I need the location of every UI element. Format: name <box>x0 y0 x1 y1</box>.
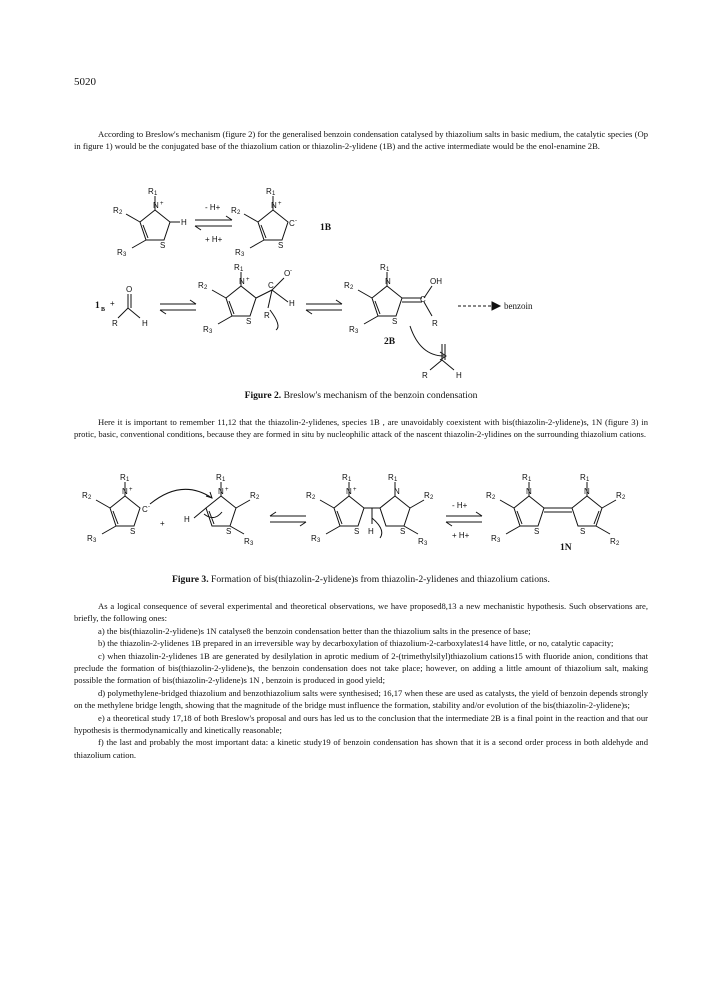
second-aldehyde-structure <box>410 326 462 380</box>
svg-text:C: C <box>268 281 274 290</box>
svg-text:N: N <box>346 487 352 496</box>
svg-text:R: R <box>616 491 622 500</box>
svg-text:R: R <box>82 491 88 500</box>
svg-text:O: O <box>284 269 291 278</box>
svg-text:N: N <box>271 201 277 210</box>
svg-text:3: 3 <box>355 329 359 335</box>
svg-text:2: 2 <box>204 285 208 291</box>
bis-thiazolinylidene-structure <box>486 473 626 547</box>
body-intro: As a logical consequence of several experimental and theoretical observations, we have proposed8,13 a new mechanistic hypothesis. Such observations are, briefly, the following ones: <box>74 601 648 624</box>
figure2-caption-text: Breslow's mechanism of the benzoin condensation <box>283 390 478 401</box>
svg-text:H: H <box>368 527 374 536</box>
svg-text:C: C <box>289 219 295 228</box>
ylidene-left-structure <box>82 473 212 544</box>
svg-text:S: S <box>160 241 166 250</box>
svg-text:N: N <box>385 277 391 286</box>
svg-text:R: R <box>235 248 241 257</box>
species-2b-label: 2B <box>384 337 396 347</box>
svg-text:R: R <box>344 281 350 290</box>
svg-text:1: 1 <box>586 477 590 483</box>
svg-text:1: 1 <box>272 191 276 197</box>
svg-text:R: R <box>311 534 317 543</box>
svg-text:R: R <box>380 263 386 272</box>
svg-text:R: R <box>231 206 237 215</box>
observation-d: d) polymethylene-bridged thiazolium and benzothiazolium salts were synthesised; 16,17 when these are used as catalysts, the yield of benzoin depends strongly on the methylene bridge length, showing that the magnitude of the bridge must influence the formation, stability and/or evolution of the bis(thiazolin-2-ylidene)s; <box>74 687 648 711</box>
figure2-scheme <box>0 180 720 390</box>
svg-text:R: R <box>486 491 492 500</box>
svg-text:2: 2 <box>312 495 316 501</box>
svg-text:R: R <box>491 534 497 543</box>
figure3-caption-text: Formation of bis(thiazolin-2-ylidene)s from thiazolin-2-ylidenes and thiazolium cations. <box>211 574 550 585</box>
svg-text:S: S <box>392 317 398 326</box>
svg-text:R: R <box>432 319 438 328</box>
svg-text:R: R <box>580 473 586 482</box>
svg-text:S: S <box>534 527 540 536</box>
intro-paragraph <box>74 128 648 153</box>
svg-text:R: R <box>342 473 348 482</box>
svg-text:3: 3 <box>123 252 127 258</box>
svg-text:R: R <box>250 491 256 500</box>
svg-text:3: 3 <box>250 541 254 547</box>
svg-text:N: N <box>584 487 590 496</box>
svg-text:R: R <box>424 491 430 500</box>
svg-text:1: 1 <box>154 191 158 197</box>
intro-text: According to Breslow's mechanism (figure 2) for the generalised benzoin condensation catalysed by thiazolium salts in basic medium, the catalytic species (Op in figure 1) would be the conjugated base of the thiazolium cation or thiazolin-2-ylidene (1B) and the active intermediate would be the enol-enamine 2B. <box>74 129 648 152</box>
fig3-minus-h-label: - H+ <box>452 501 468 510</box>
svg-text:C: C <box>142 505 148 514</box>
svg-text:H: H <box>456 371 462 380</box>
svg-text:H: H <box>184 515 190 524</box>
svg-text:N: N <box>526 487 532 496</box>
svg-text:2: 2 <box>256 495 260 501</box>
svg-text:3: 3 <box>241 252 245 258</box>
svg-text:R: R <box>522 473 528 482</box>
observation-c: c) when thiazolin-2-ylidenes 1B are generated by desilylation in aprotic medium of 2-(trimethylsilyl)thiazolium cations15 with fluoride anion, conditions that preclude the formation of bis(thiazolin-2-ylidene)s, the benzoin condensation does not take place; however, on adding a little amount of thiazolium salt, making possible the formation of bis(thiazolin-2-ylidene)s 1N , benzoin is produced in good yield; <box>74 650 648 686</box>
figure3-caption-label: Figure 3. <box>172 574 209 585</box>
svg-text:3: 3 <box>209 329 213 335</box>
svg-text:1: 1 <box>240 267 244 273</box>
svg-text:2: 2 <box>616 541 620 547</box>
svg-text:N: N <box>239 277 245 286</box>
svg-text:1: 1 <box>386 267 390 273</box>
svg-text:1: 1 <box>394 477 398 483</box>
page-number: 5020 <box>74 76 96 88</box>
benzoin-product-label: benzoin <box>504 301 533 311</box>
svg-text:R: R <box>148 187 154 196</box>
svg-text:-: - <box>295 218 297 224</box>
observation-f: f) the last and probably the most important data: a kinetic study19 of benzoin condensation has shown that it is a second order process in both aldehyde and thiazolium cation. <box>74 737 648 760</box>
enol-enamine-structure <box>344 263 442 335</box>
species-1n-label: 1N <box>560 543 572 553</box>
figure3-caption <box>74 574 648 585</box>
svg-text:R: R <box>198 281 204 290</box>
svg-text:R: R <box>117 248 123 257</box>
svg-text:O: O <box>126 285 133 294</box>
svg-text:H: H <box>181 218 187 227</box>
fig3-plus-h-label: + H+ <box>452 531 470 540</box>
svg-text:2: 2 <box>350 285 354 291</box>
svg-text:R: R <box>306 491 312 500</box>
svg-text:1: 1 <box>528 477 532 483</box>
svg-text:+: + <box>160 519 165 528</box>
svg-text:R: R <box>422 371 428 380</box>
svg-text:R: R <box>264 311 270 320</box>
svg-text:R: R <box>349 325 355 334</box>
svg-text:N: N <box>122 487 128 496</box>
species-1b-label: 1B <box>320 223 332 233</box>
figure2-caption <box>74 390 648 401</box>
svg-text:+: + <box>110 299 115 308</box>
svg-text:+: + <box>353 487 357 493</box>
svg-text:3: 3 <box>93 538 97 544</box>
svg-text:N: N <box>153 201 159 210</box>
svg-text:1: 1 <box>95 301 100 311</box>
svg-text:2: 2 <box>430 495 434 501</box>
paragraph-2 <box>74 416 648 441</box>
svg-text:+: + <box>225 487 229 493</box>
svg-text:-: - <box>290 268 292 274</box>
svg-text:S: S <box>226 527 232 536</box>
svg-text:R: R <box>203 325 209 334</box>
figure2-caption-label: Figure 2. <box>244 390 282 401</box>
svg-text:3: 3 <box>497 538 501 544</box>
svg-text:S: S <box>580 527 586 536</box>
svg-text:S: S <box>354 527 360 536</box>
aldehyde-structure <box>112 285 148 328</box>
adduct-intermediate-structure <box>198 263 295 335</box>
observation-e: e) a theoretical study 17,18 of both Breslow's proposal and ours has led us to the conclusion that the intermediate 2B is a final point in the reaction and that our hypothesis is thermodynamically and kinetically reasonable; <box>74 712 648 736</box>
observation-b: b) the thiazolin-2-ylidenes 1B prepared in an irreversible way by decarboxylation of thiazolium-2-carboxylates14 have little, or no, catalytic capacity; <box>98 638 614 649</box>
figure3-scheme <box>0 468 720 578</box>
svg-text:1: 1 <box>348 477 352 483</box>
svg-text:H: H <box>142 319 148 328</box>
svg-text:R: R <box>610 537 616 546</box>
dimer-cation-structure <box>306 473 434 547</box>
svg-text:R: R <box>112 319 118 328</box>
svg-text:B: B <box>101 307 106 313</box>
svg-text:S: S <box>130 527 136 536</box>
svg-text:2: 2 <box>88 495 92 501</box>
svg-text:S: S <box>246 317 252 326</box>
svg-text:R: R <box>113 206 119 215</box>
svg-text:-: - <box>148 504 150 510</box>
paragraph-2-text: Here it is important to remember 11,12 that the thiazolin-2-ylidenes, species 1B , are unavoidably coexistent with bis(thiazolin-2-ylidene)s, 1N (figure 3) in protic, basic, conventional conditions, because they are formed in situ by nucleophilic attack of the nascent thiazolin-2-ylidines on the surrounding thiazolium cations. <box>74 417 648 440</box>
svg-text:+: + <box>160 201 164 207</box>
svg-text:+: + <box>129 487 133 493</box>
observation-a: a) the bis(thiazolin-2-ylidene)s 1N catalyse8 the benzoin condensation better than the thiazolium salts in the presence of base; <box>98 625 531 636</box>
svg-text:+: + <box>246 277 250 283</box>
minus-h-label: - H+ <box>205 203 221 212</box>
svg-text:1: 1 <box>126 477 130 483</box>
svg-text:S: S <box>400 527 406 536</box>
thiazolin-ylidene-structure <box>231 187 297 258</box>
svg-text:2: 2 <box>622 495 626 501</box>
thiazolium-right-structure <box>184 473 260 547</box>
svg-text:N: N <box>218 487 224 496</box>
svg-text:R: R <box>87 534 93 543</box>
svg-text:1: 1 <box>222 477 226 483</box>
svg-text:R: R <box>388 473 394 482</box>
thiazolium-cation-structure <box>113 187 187 258</box>
svg-text:3: 3 <box>424 541 428 547</box>
svg-text:R: R <box>120 473 126 482</box>
svg-text:3: 3 <box>317 538 321 544</box>
body-paragraphs <box>74 600 648 761</box>
svg-text:H: H <box>289 299 295 308</box>
svg-text:C: C <box>420 295 426 304</box>
svg-text:2: 2 <box>119 210 123 216</box>
plus-h-label: + H+ <box>205 235 223 244</box>
svg-text:R: R <box>244 537 250 546</box>
svg-text:R: R <box>216 473 222 482</box>
svg-text:+: + <box>278 201 282 207</box>
svg-text:R: R <box>266 187 272 196</box>
svg-text:OH: OH <box>430 277 442 286</box>
svg-text:2: 2 <box>237 210 241 216</box>
svg-text:R: R <box>234 263 240 272</box>
svg-text:S: S <box>278 241 284 250</box>
svg-text:N: N <box>394 487 400 496</box>
svg-text:R: R <box>418 537 424 546</box>
svg-text:2: 2 <box>492 495 496 501</box>
